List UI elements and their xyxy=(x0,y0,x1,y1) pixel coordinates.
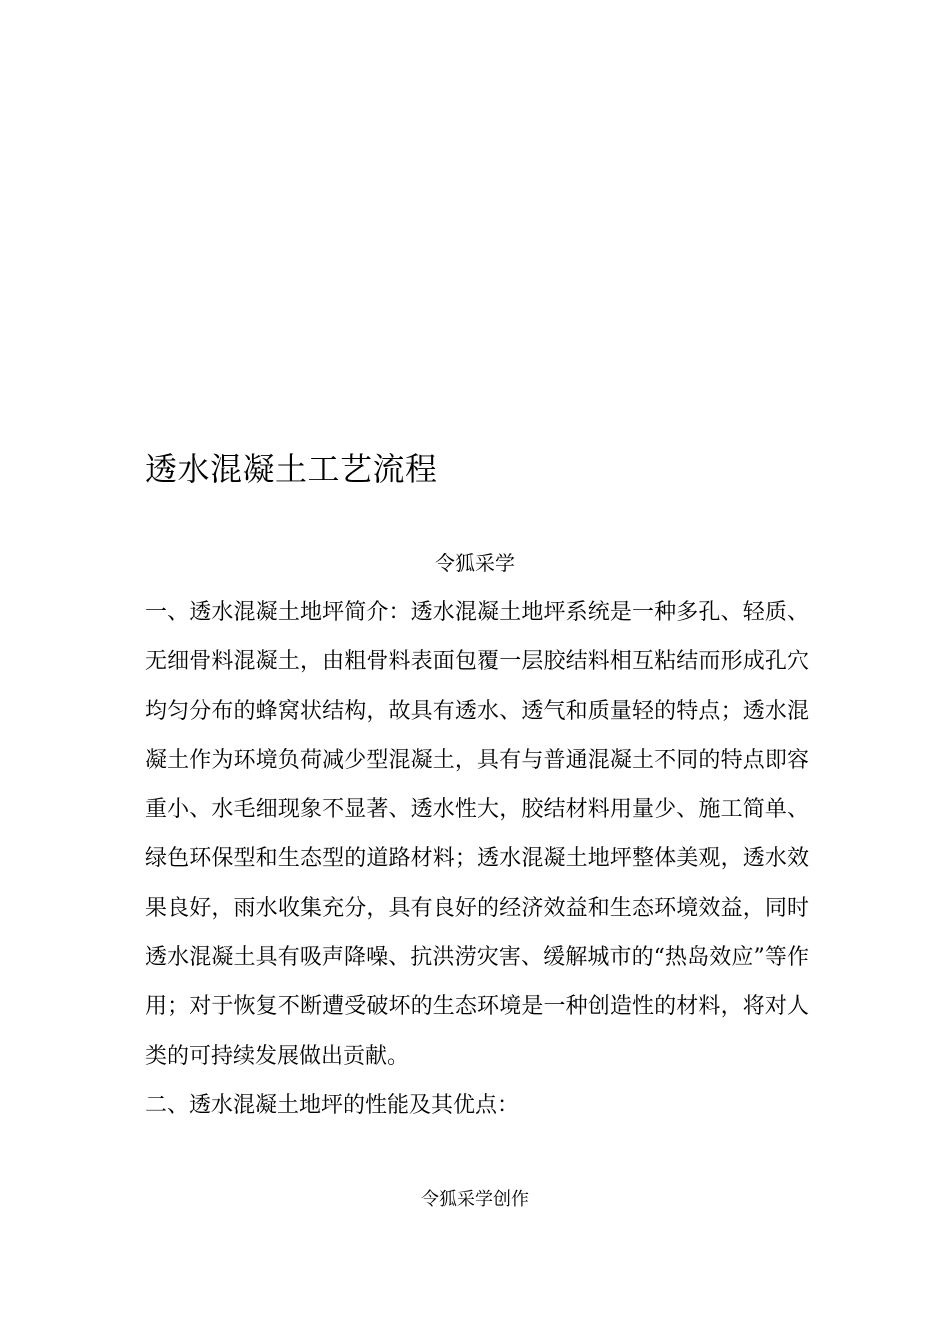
document-author: 令狐采学 xyxy=(435,551,515,575)
page-footer: 令狐采学创作 xyxy=(421,1189,529,1210)
paragraph-introduction: 一、透水混凝土地坪简介：透水混凝土地坪系统是一种多孔、轻质、无细骨料混凝土，由粗骨料表面包覆一层胶结料相互粘结而形成孔穴均匀分布的蜂窝状结构，故具有透水、透气和质量轻的特点；透水混凝土作为环境负荷减少型混凝土，具有与普通混凝土不同的特点即容重小、水毛细现象不显著、透水性大，胶结材料用量少、施工简单、绿色环保型和生态型的道路材料；透水混凝土地坪整体美观，透水效果良好，雨水收集充分，具有良好的经济效益和生态环境效益，同时透水混凝土具有吸声降噪、抗洪涝灾害、缓解城市的“热岛效应”等作用；对于恢复不断遭受破坏的生态环境是一种创造性的材料，将对人类的可持续发展做出贡献。 xyxy=(145,600,809,1069)
document-title: 透水混凝土工艺流程 xyxy=(145,450,438,488)
paragraph-section-two-heading: 二、透水混凝土地坪的性能及其优点： xyxy=(145,1092,520,1118)
document-body xyxy=(145,588,809,1130)
